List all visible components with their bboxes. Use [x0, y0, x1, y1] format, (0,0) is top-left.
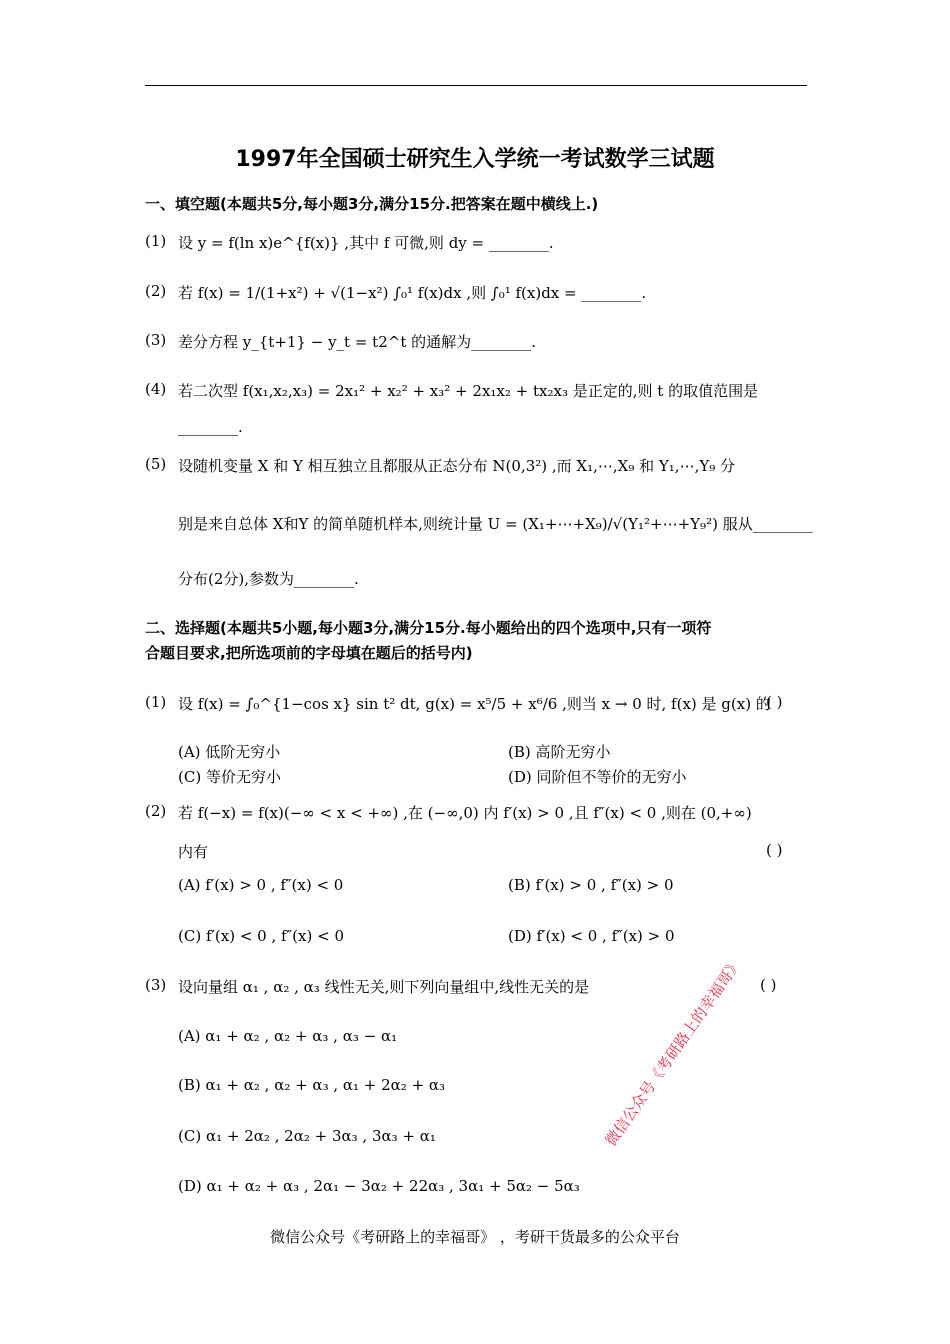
- s1-q1-number: (1): [145, 232, 167, 250]
- s2-q1-option-d: (D) 同阶但不等价的无穷小: [508, 768, 687, 786]
- s1-q5-line2: 别是来自总体 X和Y 的简单随机样本,则统计量 U = (X₁+⋯+X₉)/√(Y₁²+⋯+Y₉²) 服从________: [178, 515, 813, 533]
- watermark-stamp: 微信公众号《考研路上的幸福哥》: [601, 954, 746, 1150]
- s1-q4-continuation: ________.: [178, 418, 243, 436]
- s1-q4-number: (4): [145, 380, 167, 398]
- s1-q3-number: (3): [145, 331, 167, 349]
- s2-q2-text2: 内有: [178, 843, 209, 861]
- s1-q1-text: 设 y = f(ln x)e^{f(x)} ,其中 f 可微,则 dy = ________.: [178, 234, 554, 252]
- s2-q3-option-c: (C) α₁ + 2α₂ , 2α₂ + 3α₃ , 3α₃ + α₁: [178, 1127, 436, 1145]
- s1-q5-line3: 分布(2分),参数为________.: [178, 570, 359, 588]
- footer-text: 微信公众号《考研路上的幸福哥》 ，考研干货最多的公众平台: [270, 1228, 680, 1246]
- s2-q3-option-d: (D) α₁ + α₂ + α₃ , 2α₁ − 3α₂ + 22α₃ , 3α₁ + 5α₂ − 5α₃: [178, 1177, 580, 1195]
- s2-q2-option-b: (B) f′(x) > 0 , f″(x) > 0: [508, 876, 674, 894]
- page-title: 1997年全国硕士研究生入学统一考试数学三试题: [235, 147, 715, 172]
- s2-q3-number: (3): [145, 976, 167, 994]
- s1-q5-text: 设随机变量 X 和 Y 相互独立且都服从正态分布 N(0,3²) ,而 X₁,⋯,X₉ 和 Y₁,⋯,Y₉ 分: [178, 457, 736, 475]
- s1-q4-text: 若二次型 f(x₁,x₂,x₃) = 2x₁² + x₂² + x₃² + 2x₁x₂ + tx₂x₃ 是正定的,则 t 的取值范围是: [178, 382, 759, 400]
- section2-heading-line1: 二、选择题(本题共5小题,每小题3分,满分15分.每小题给出的四个选项中,只有一项符: [145, 619, 712, 637]
- section1-heading: 一、填空题(本题共5分,每小题3分,满分15分.把答案在题中横线上.): [145, 195, 599, 213]
- s2-q2-option-c: (C) f′(x) < 0 , f″(x) < 0: [178, 927, 344, 945]
- s2-q1-option-c: (C) 等价无穷小: [178, 768, 281, 786]
- s1-q2-number: (2): [145, 282, 167, 300]
- s2-q1-answer-paren: ( ): [766, 693, 783, 711]
- s2-q2-option-a: (A) f′(x) > 0 , f″(x) < 0: [178, 876, 344, 894]
- s2-q1-number: (1): [145, 693, 167, 711]
- section2-heading-line2: 合题目要求,把所选项前的字母填在题后的括号内): [145, 644, 473, 662]
- s2-q2-number: (2): [145, 802, 167, 820]
- top-rule: [145, 85, 807, 86]
- s2-q2-answer-paren: ( ): [766, 841, 783, 859]
- s2-q1-text: 设 f(x) = ∫₀^{1−cos x} sin t² dt, g(x) = x⁵/5 + x⁶/6 ,则当 x → 0 时, f(x) 是 g(x) 的: [178, 695, 771, 713]
- s2-q2-text: 若 f(−x) = f(x)(−∞ < x < +∞) ,在 (−∞,0) 内 f′(x) > 0 ,且 f″(x) < 0 ,则在 (0,+∞): [178, 804, 752, 822]
- s1-q2-text: 若 f(x) = 1/(1+x²) + √(1−x²) ∫₀¹ f(x)dx ,则 ∫₀¹ f(x)dx = ________.: [178, 284, 647, 302]
- s2-q1-option-a: (A) 低阶无穷小: [178, 743, 281, 761]
- s1-q3-text: 差分方程 y_{t+1} − y_t = t2^t 的通解为________.: [178, 333, 536, 351]
- s2-q2-option-d: (D) f′(x) < 0 , f″(x) > 0: [508, 927, 675, 945]
- s2-q3-option-b: (B) α₁ + α₂ , α₂ + α₃ , α₁ + 2α₂ + α₃: [178, 1076, 446, 1094]
- s2-q3-option-a: (A) α₁ + α₂ , α₂ + α₃ , α₃ − α₁: [178, 1027, 398, 1045]
- s1-q5-number: (5): [145, 455, 167, 473]
- s2-q3-text: 设向量组 α₁ , α₂ , α₃ 线性无关,则下列向量组中,线性无关的是: [178, 978, 590, 996]
- s2-q3-answer-paren: ( ): [760, 976, 777, 994]
- s2-q1-option-b: (B) 高阶无穷小: [508, 743, 611, 761]
